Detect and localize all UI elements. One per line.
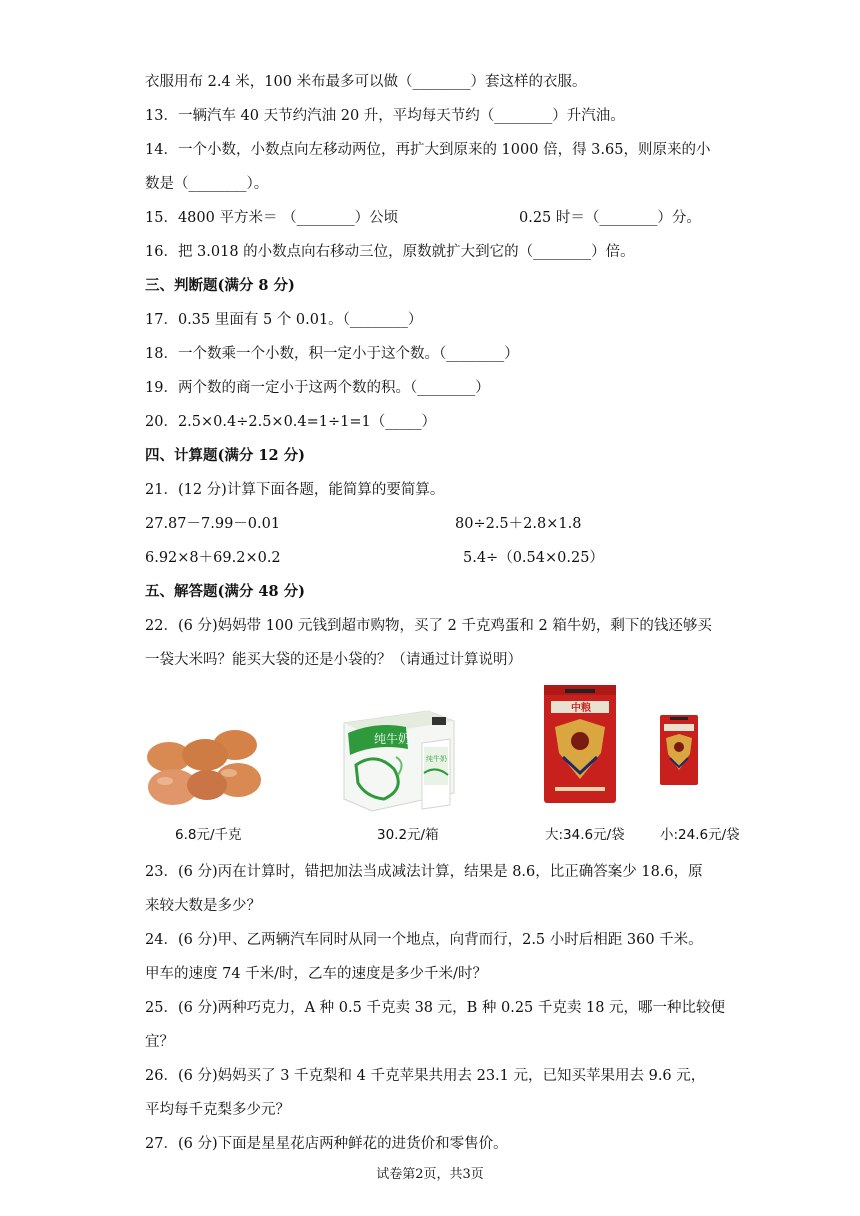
- q21: 21．(12 分)计算下面各题，能简算的要简算。: [145, 482, 445, 498]
- q24: 24．(6 分)甲、乙两辆汽车同时从同一个地点，向背而行，2.5 小时后相距 360 千米。: [145, 932, 703, 948]
- rice-small-image: [658, 714, 700, 786]
- q17: 17．0.35 里面有 5 个 0.01。（________）: [145, 312, 423, 328]
- q16: 16．把 3.018 的小数点向右移动三位，原数就扩大到它的（________）倍。: [145, 244, 635, 260]
- q15-part1: 15．4800 平方米＝ （________）公顷: [145, 210, 399, 226]
- rice-big-price-caption: 大:34.6元/袋: [545, 827, 625, 843]
- calc-3: 6.92×8＋69.2×0.2: [145, 550, 281, 566]
- milk-image: [336, 703, 468, 815]
- calc-2: 80÷2.5＋2.8×1.8: [455, 516, 582, 532]
- page-footer: 试卷第2页，共3页: [376, 1167, 484, 1182]
- q12-continued: 衣服用布 2.4 米，100 米布最多可以做（________）套这样的衣服。: [145, 74, 587, 90]
- q27: 27．(6 分)下面是星星花店两种鲜花的进货价和零售价。: [145, 1136, 508, 1152]
- section-4-heading: 四、计算题(满分 12 分): [145, 447, 305, 464]
- q14-continued: 数是（________）。: [145, 176, 269, 192]
- q13: 13．一辆汽车 40 天节约汽油 20 升，平均每天节约（________）升汽油。: [145, 108, 625, 124]
- milk-box-label: 纯牛奶: [374, 732, 411, 746]
- calc-1: 27.87－7.99－0.01: [145, 516, 281, 532]
- q22: 22．(6 分)妈妈带 100 元钱到超市购物，买了 2 千克鸡蛋和 2 箱牛奶，剩下的钱还够买: [145, 618, 712, 634]
- milk-carton-label: 纯牛奶: [426, 755, 447, 763]
- q14: 14．一个小数，小数点向左移动两位，再扩大到原来的 1000 倍，得 3.65，则原来的小: [145, 142, 711, 158]
- section-3-heading: 三、判断题(满分 8 分): [145, 277, 295, 294]
- q24-continued: 甲车的速度 74 千米/时，乙车的速度是多少千米/时？: [145, 966, 487, 982]
- q19: 19．两个数的商一定小于这两个数的积。（________）: [145, 380, 490, 396]
- q22-continued: 一袋大米吗？能买大袋的还是小袋的？（请通过计算说明）: [145, 652, 522, 668]
- q26-continued: 平均每千克梨多少元？: [145, 1102, 290, 1118]
- eggs-price-caption: 6.8元/千克: [175, 827, 242, 843]
- rice-small-price-caption: 小:24.6元/袋: [660, 827, 740, 843]
- q25-continued: 宜？: [145, 1034, 174, 1050]
- rice-big-image: [541, 683, 619, 805]
- q20: 20．2.5×0.4÷2.5×0.4=1÷1=1（_____）: [145, 414, 437, 430]
- q25: 25．(6 分)两种巧克力，A 种 0.5 千克卖 38 元，B 种 0.25 千克卖 18 元，哪一种比较便: [145, 1000, 726, 1016]
- milk-price-caption: 30.2元/箱: [377, 827, 439, 843]
- q15-part2: 0.25 时＝（________）分。: [519, 210, 701, 226]
- q23: 23．(6 分)丙在计算时，错把加法当成减法计算，结果是 8.6，比正确答案少 18.6，原: [145, 864, 703, 880]
- q26: 26．(6 分)妈妈买了 3 千克梨和 4 千克苹果共用去 23.1 元，已知买苹果用去 9.6 元，: [145, 1068, 706, 1084]
- eggs-image: [143, 725, 265, 817]
- q18: 18．一个数乘一个小数，积一定小于这个数。（________）: [145, 346, 519, 362]
- calc-4: 5.4÷（0.54×0.25）: [463, 550, 604, 566]
- q23-continued: 来较大数是多少？: [145, 898, 261, 914]
- rice-big-brand: 中粮: [571, 703, 591, 714]
- section-5-heading: 五、解答题(满分 48 分): [145, 583, 305, 600]
